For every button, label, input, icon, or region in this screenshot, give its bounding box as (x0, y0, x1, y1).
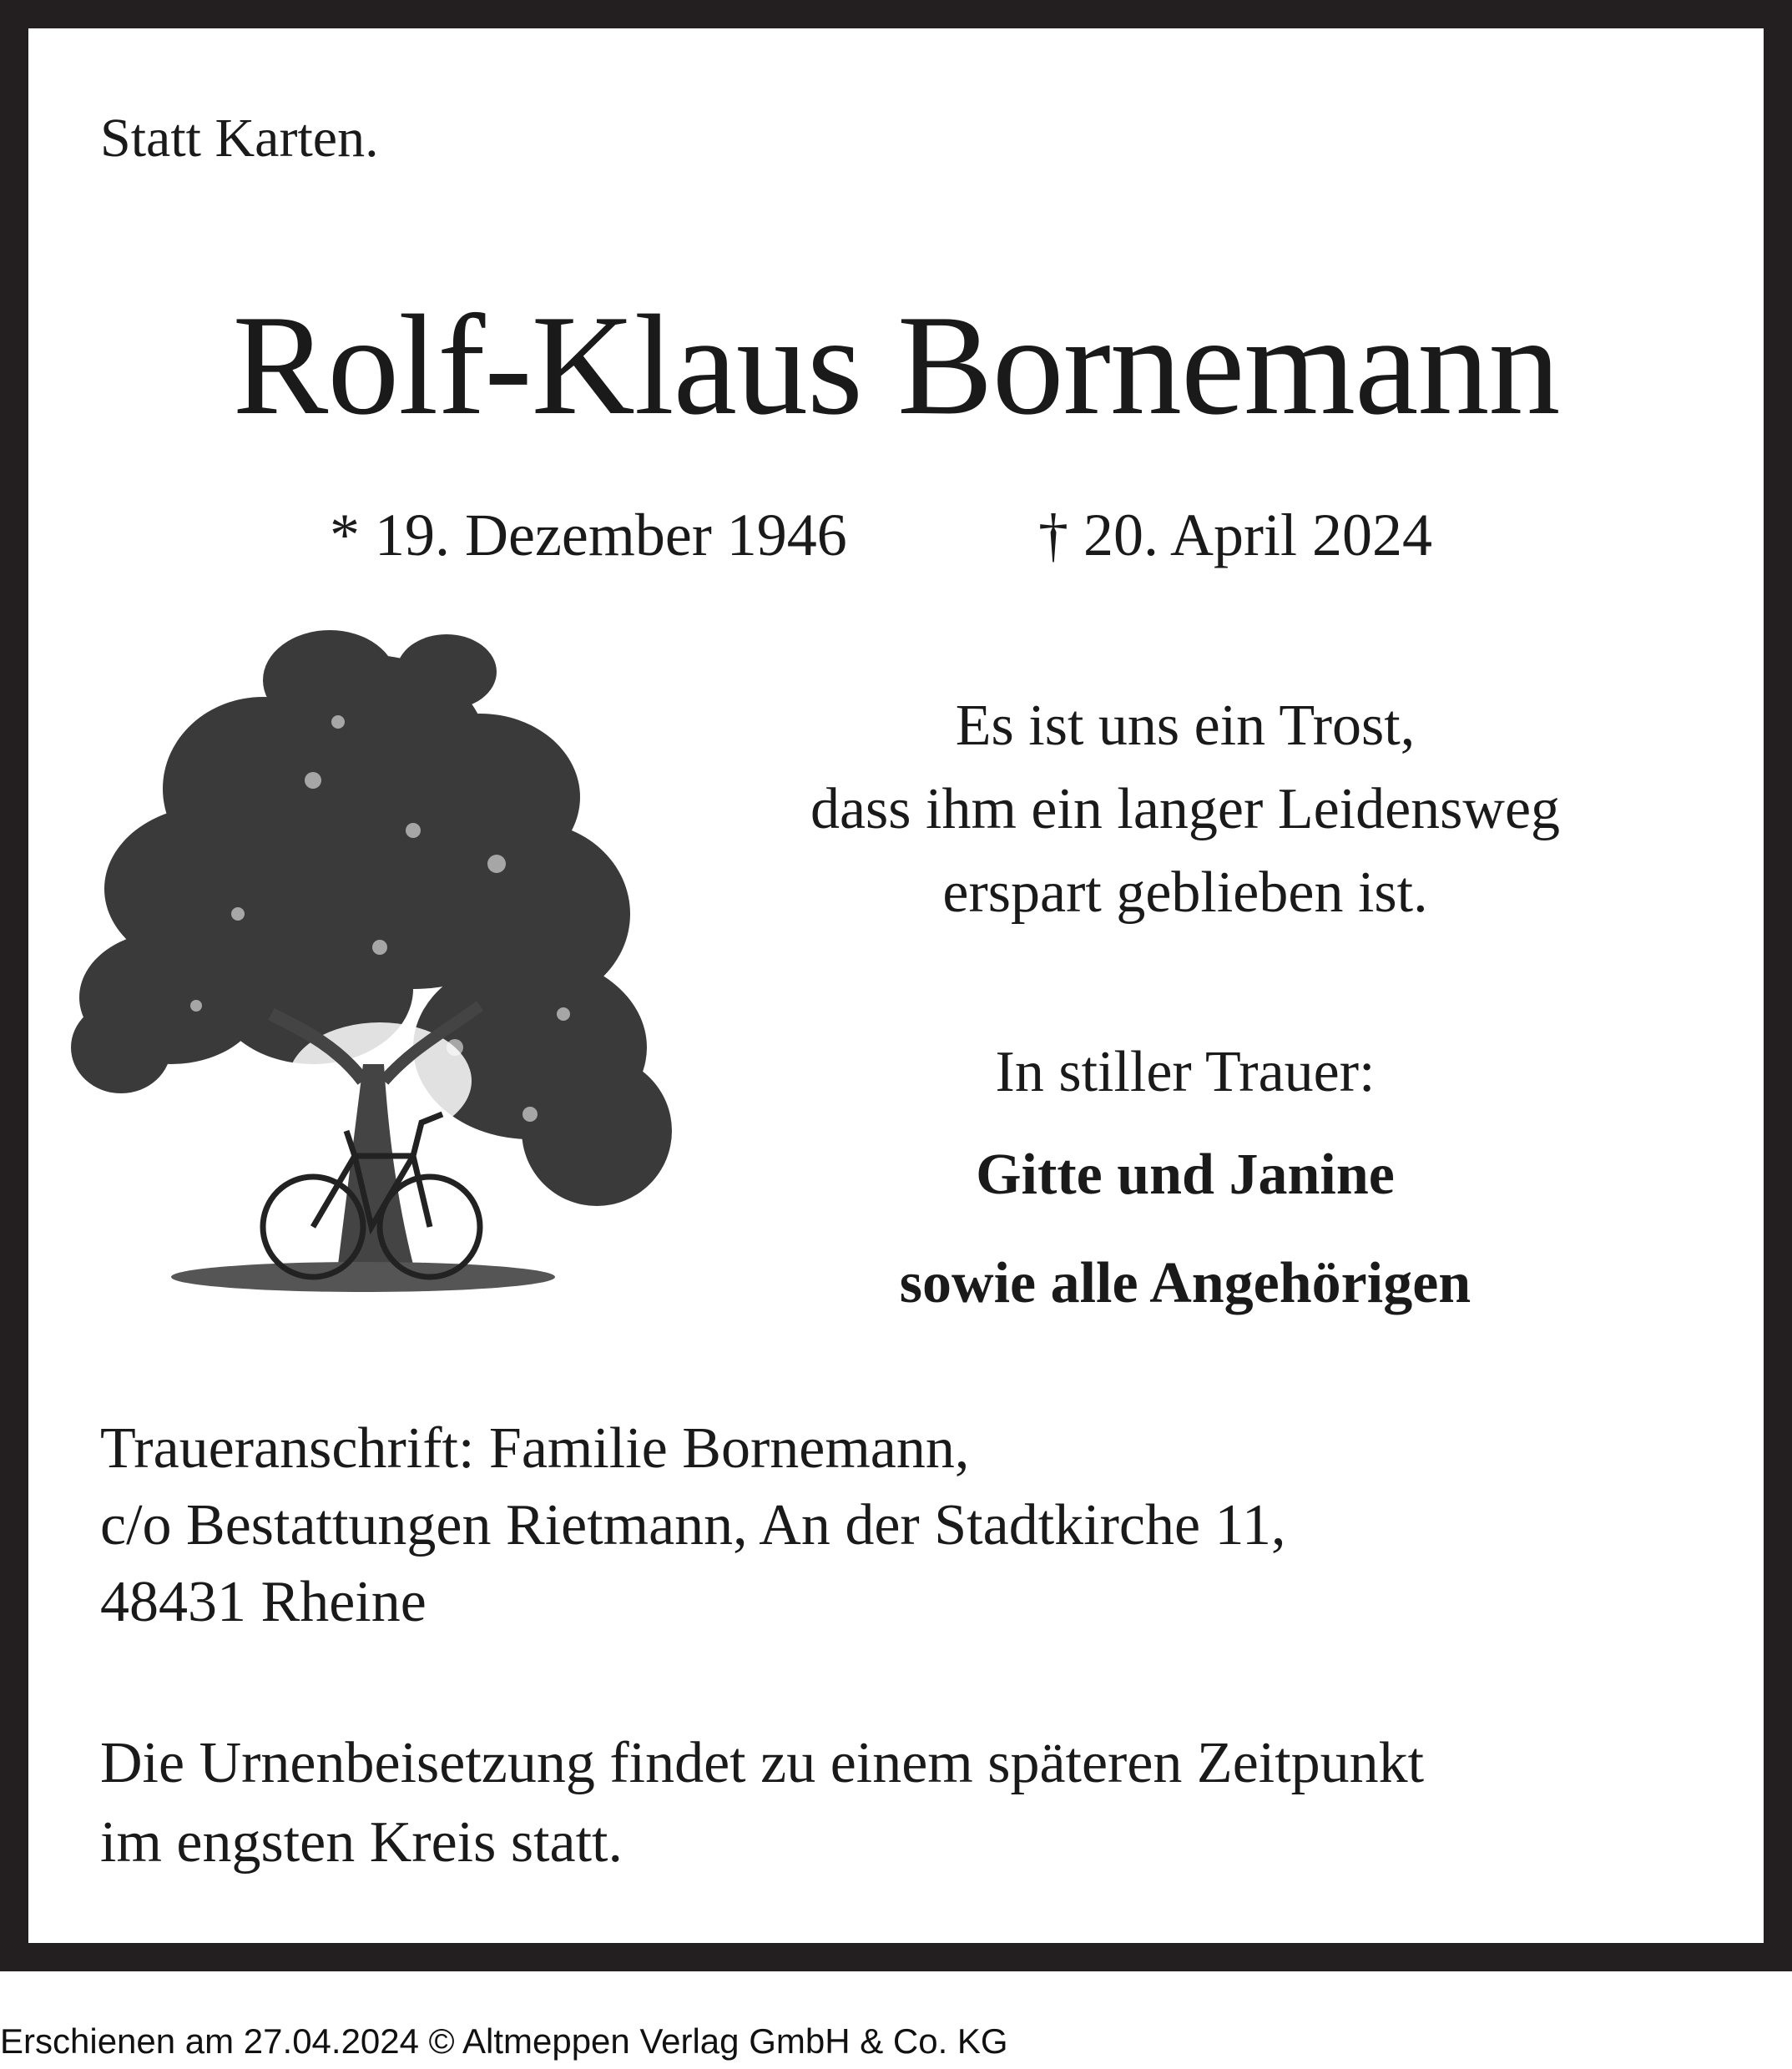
consolation-quote (734, 684, 1636, 935)
mourner-names: Gitte und Janine (976, 1143, 1395, 1207)
quote-line: Es ist uns ein Trost, (955, 694, 1416, 758)
mourning-label: In stiller Trauer: (995, 1040, 1376, 1104)
address-line: Traueranschrift: Familie Bornemann, (100, 1416, 970, 1481)
mourning-address (100, 1410, 1285, 1641)
burial-note-line: Die Urnenbeisetzung findet zu einem späteren Zeitpunkt (100, 1731, 1425, 1795)
burial-note-line: im engsten Kreis statt. (100, 1810, 623, 1875)
deceased-name: Rolf-Klaus Bornemann (232, 286, 1560, 445)
birth-date: * 19. Dezember 1946 (330, 502, 847, 568)
tree-with-bicycle-illustration (63, 613, 680, 1319)
mourner-relatives: sowie alle Angehörigen (899, 1251, 1471, 1315)
death-date: † 20. April 2024 (1038, 502, 1433, 568)
header-text: Statt Karten. (100, 108, 379, 169)
quote-line: dass ihm ein langer Leidensweg (810, 777, 1561, 841)
address-line: c/o Bestattungen Rietmann, An der Stadtkirche 11, (100, 1493, 1286, 1557)
address-line: 48431 Rheine (100, 1570, 427, 1634)
burial-note (100, 1723, 1424, 1882)
publication-footer: Erschienen am 27.04.2024 © Altmeppen Verlag GmbH & Co. KG (0, 2021, 1008, 2061)
quote-line: erspart geblieben ist. (942, 860, 1428, 925)
